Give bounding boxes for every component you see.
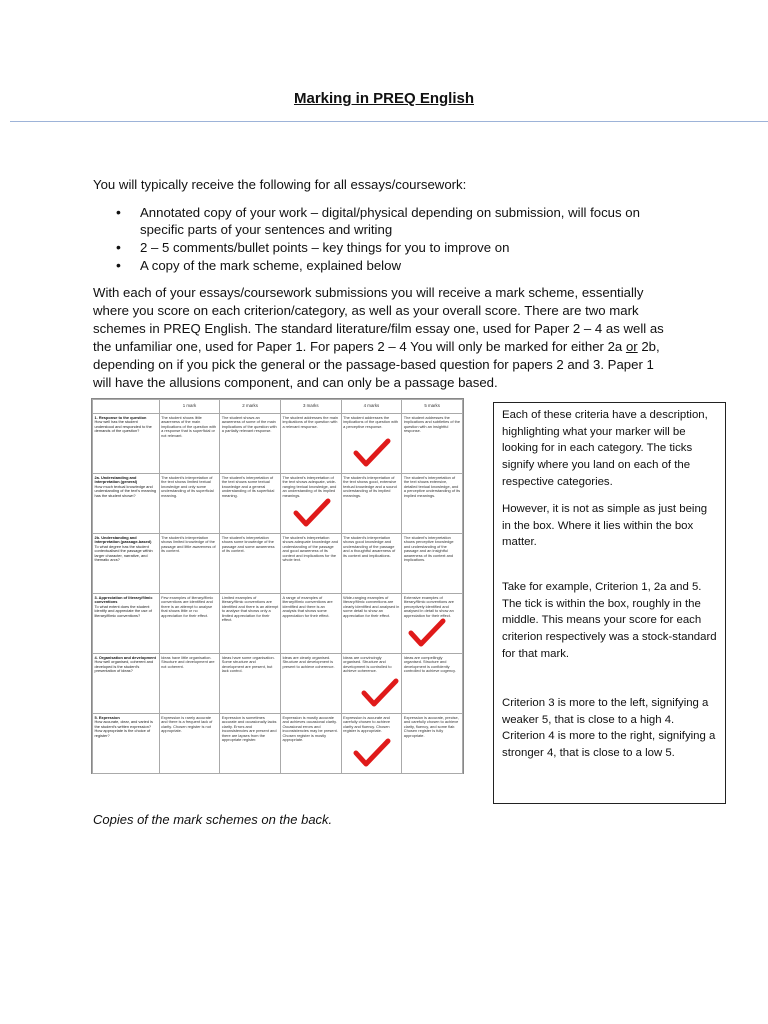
red-check-icon (408, 618, 446, 648)
criterion-cell (93, 654, 160, 714)
descriptor-cell: Ideas have some organisation. Some structure and development are present, but lack control. (220, 654, 281, 714)
descriptor-cell: Ideas are compellingly organised. Structure and development is confidently controlled to achieve cogency. (402, 654, 463, 714)
criterion-description: How well has the student understood and responded to the demands of the question? (94, 419, 152, 434)
explanation-paragraph (93, 284, 673, 391)
criterion-cell (93, 534, 160, 594)
criterion-title: 1. Response to the question (94, 414, 147, 420)
header-divider (10, 121, 768, 122)
descriptor-cell: The student's interpretation of the text shows extensive, detailed textual knowledge, and a perceptive understanding of its implied meanings. (402, 474, 463, 534)
descriptor-cell: Expression is accurate, precise, and carefully chosen to achieve clarity, fluency, and some flair. Chosen register is fully appropriate. (402, 714, 463, 774)
criterion-description: How accurate, clear, and varied is the student's written expression? How appropriate is the choice of register? (94, 719, 153, 738)
header-cell: 4 marks (341, 400, 402, 414)
descriptor-cell: The student addresses the main implications of the question with a relevant response. (280, 414, 341, 474)
descriptor-cell: Extensive examples of literary/filmic conventions are perceptively identified and analysed in detail to show an appreciation for their effect. (402, 594, 463, 654)
box-paragraph: Each of these criteria have a description, highlighting what your marker will be looking for in each category. The ticks signify where you land on each of the respective categories. (502, 409, 708, 488)
mark-scheme-row (93, 534, 463, 594)
header-cell: 2 marks (220, 400, 281, 414)
descriptor-cell: The student addresses the implications of the question with a perceptive response. (341, 414, 402, 474)
box-paragraph: Criterion 3 is more to the left, signifying a weaker 5, that is close to a high 4. Criterion 4 is more to the right, signifying a stronger 4, that is close to a low 5. (502, 697, 716, 760)
header-cell: 1 mark (159, 400, 220, 414)
mark-scheme-row (93, 594, 463, 654)
mark-scheme-row (93, 654, 463, 714)
mark-scheme-header-row (93, 400, 463, 414)
header-cell: 3 marks (280, 400, 341, 414)
criterion-title: 2a. Understanding and interpretation (general) (94, 474, 138, 485)
red-check-icon (353, 738, 391, 768)
descriptor-cell: Expression is mostly accurate and achieves occasional clarity. Occasional errors and inconsistencies may be present. Chosen register is mostly appropriate. (280, 714, 341, 774)
descriptor-cell: The student's interpretation of the text shows adequate, wide-ranging textual knowledge, and an understanding of its implied meanings. (280, 474, 341, 534)
underlined-or: or (625, 338, 638, 354)
descriptor-cell: Ideas have little organisation. Structure and development are not coherent. (159, 654, 220, 714)
descriptor-cell: A range of examples of literary/filmic conventions are identified and there is an analysis that shows some appreciation for their effect. (280, 594, 341, 654)
bullet-item: • 2 – 5 comments/bullet points – key things for you to improve on (140, 239, 685, 256)
mark-scheme-image (91, 398, 464, 774)
criterion-cell (93, 714, 160, 774)
criterion-cell (93, 414, 160, 474)
descriptor-cell: The student shows an awareness of some of the main implications of the question with a partially relevant response. (220, 414, 281, 474)
intro-text: You will typically receive the following for all essays/coursework: (93, 177, 467, 192)
criterion-cell (93, 594, 160, 654)
red-check-icon (353, 438, 391, 468)
bullet-item: • A copy of the mark scheme, explained below (140, 257, 685, 274)
criterion-cell (93, 474, 160, 534)
mark-scheme-row (93, 414, 463, 474)
header-cell: 5 marks (402, 400, 463, 414)
descriptor-cell: The student's interpretation shows perceptive knowledge and understanding of the passage and an insightful awareness of its context and implications. (402, 534, 463, 594)
box-paragraph: Take for example, Criterion 1, 2a and 5. The tick is within the box, roughly in the middle. This means your score for each criterion respectively was a stock-standard for that mark. (502, 581, 717, 660)
descriptor-cell: Wide-ranging examples of literary/filmic conventions are clearly identified and analysed in some detail to show an appreciation for their effect. (341, 594, 402, 654)
mark-scheme-row (93, 474, 463, 534)
mark-scheme-table (92, 399, 463, 774)
descriptor-cell: The student addresses the implications and subtleties of the question with an insightful response. (402, 414, 463, 474)
paragraph-part: 2b, depending on if you pick the general or the passage-based question for papers 2 and 3. Paper 1 will have the allusions component, and can only be a passage based. (93, 338, 660, 390)
bullet-item: • Annotated copy of your work – digital/physical depending on submission, will focus on specific parts of your sentences and writing (140, 204, 685, 238)
descriptor-cell: The student's interpretation shows some knowledge of the passage and some awareness of its context. (220, 534, 281, 594)
descriptor-cell: The student's interpretation shows limited knowledge of the passage and little awareness of its content. (159, 534, 220, 594)
header-cell (93, 400, 160, 414)
descriptor-cell: Expression is accurate and carefully chosen to achieve clarity and fluency. Chosen register is appropriate. (341, 714, 402, 774)
page-title: Marking in PREQ English (293, 90, 475, 107)
descriptor-cell: The student's interpretation shows adequate knowledge and understanding of the passage and good awareness of its context and implications for the whole text. (280, 534, 341, 594)
descriptor-cell: The student shows little awareness of the main implications of the question with a response that is superficial or not relevant. (159, 414, 220, 474)
descriptor-cell: Limited examples of literary/filmic conventions are identified and there is an attempt to analyse that shows only a limited appreciation for their effect. (220, 594, 281, 654)
criterion-title: 5. Expression (94, 714, 120, 720)
explanation-box (493, 402, 726, 804)
descriptor-cell: Ideas are convincingly organised. Structure and development is controlled to achieve coherence. (341, 654, 402, 714)
criterion-description: To what extent does the student identify and appreciate the use of literary/filmic conventions? (94, 603, 152, 618)
descriptor-cell: Few examples of literary/filmic conventions are identified and there is an attempt to analyse that shows little or no appreciation for their effect. (159, 594, 220, 654)
criterion-description: How much textual knowledge and understanding of the text's meaning has the student shown? (94, 483, 157, 498)
criterion-description: How well organised, coherent and developed is the student's presentation of ideas? (94, 659, 154, 674)
box-paragraph: However, it is not as simple as just being in the box. Where it lies within the box matter. (502, 503, 708, 549)
paragraph-part: With each of your essays/coursework submissions you will receive a mark scheme, essentially where you score on each criterion/category, as well as your overall score. There are two mark schemes in PREQ English. The standard literature/film essay one, used for Paper 2 – 4 as well as the unfamiliar one, used for Paper 1. For papers 2 – 4 You will only be marked for either 2a (93, 285, 664, 354)
criterion-title: 3. Appreciation of literary/filmic conventions (94, 594, 153, 605)
descriptor-cell: Expression is rarely accurate and there is a frequent lack of clarity. Chosen register is not appropriate. (159, 714, 220, 774)
red-check-icon (361, 678, 399, 708)
criterion-title: 4. Organisation and development (94, 654, 156, 660)
descriptor-cell: The student's interpretation shows good knowledge and understanding of the passage and a thoughtful awareness of its context and implications. (341, 534, 402, 594)
descriptor-cell: Expression is sometimes accurate and occasionally lacks clarity. Errors and inconsistencies are present and there are lapses from the appropriate register. (220, 714, 281, 774)
mark-scheme-row (93, 714, 463, 774)
descriptor-cell: Ideas are clearly organised. Structure and development is present to achieve coherence. (280, 654, 341, 714)
descriptor-cell: The student's interpretation of the text shows limited textual knowledge and only some understanding of its superficial meaning. (159, 474, 220, 534)
criterion-description: To what degree has the student contextualised the passage within larger character, narrative, and thematic arcs? (94, 543, 153, 563)
copies-note: Copies of the mark schemes on the back. (93, 812, 333, 827)
descriptor-cell: The student's interpretation of the text shows some textual knowledge and a general understanding of its superficial meaning. (220, 474, 281, 534)
red-check-icon (293, 498, 331, 528)
bullet-list (140, 204, 685, 275)
descriptor-cell: The student's interpretation of the text shows good, extensive textual knowledge and a sound understanding of its implied meanings. (341, 474, 402, 534)
criterion-title: 2b. Understanding and interpretation (passage-based) (94, 534, 152, 545)
